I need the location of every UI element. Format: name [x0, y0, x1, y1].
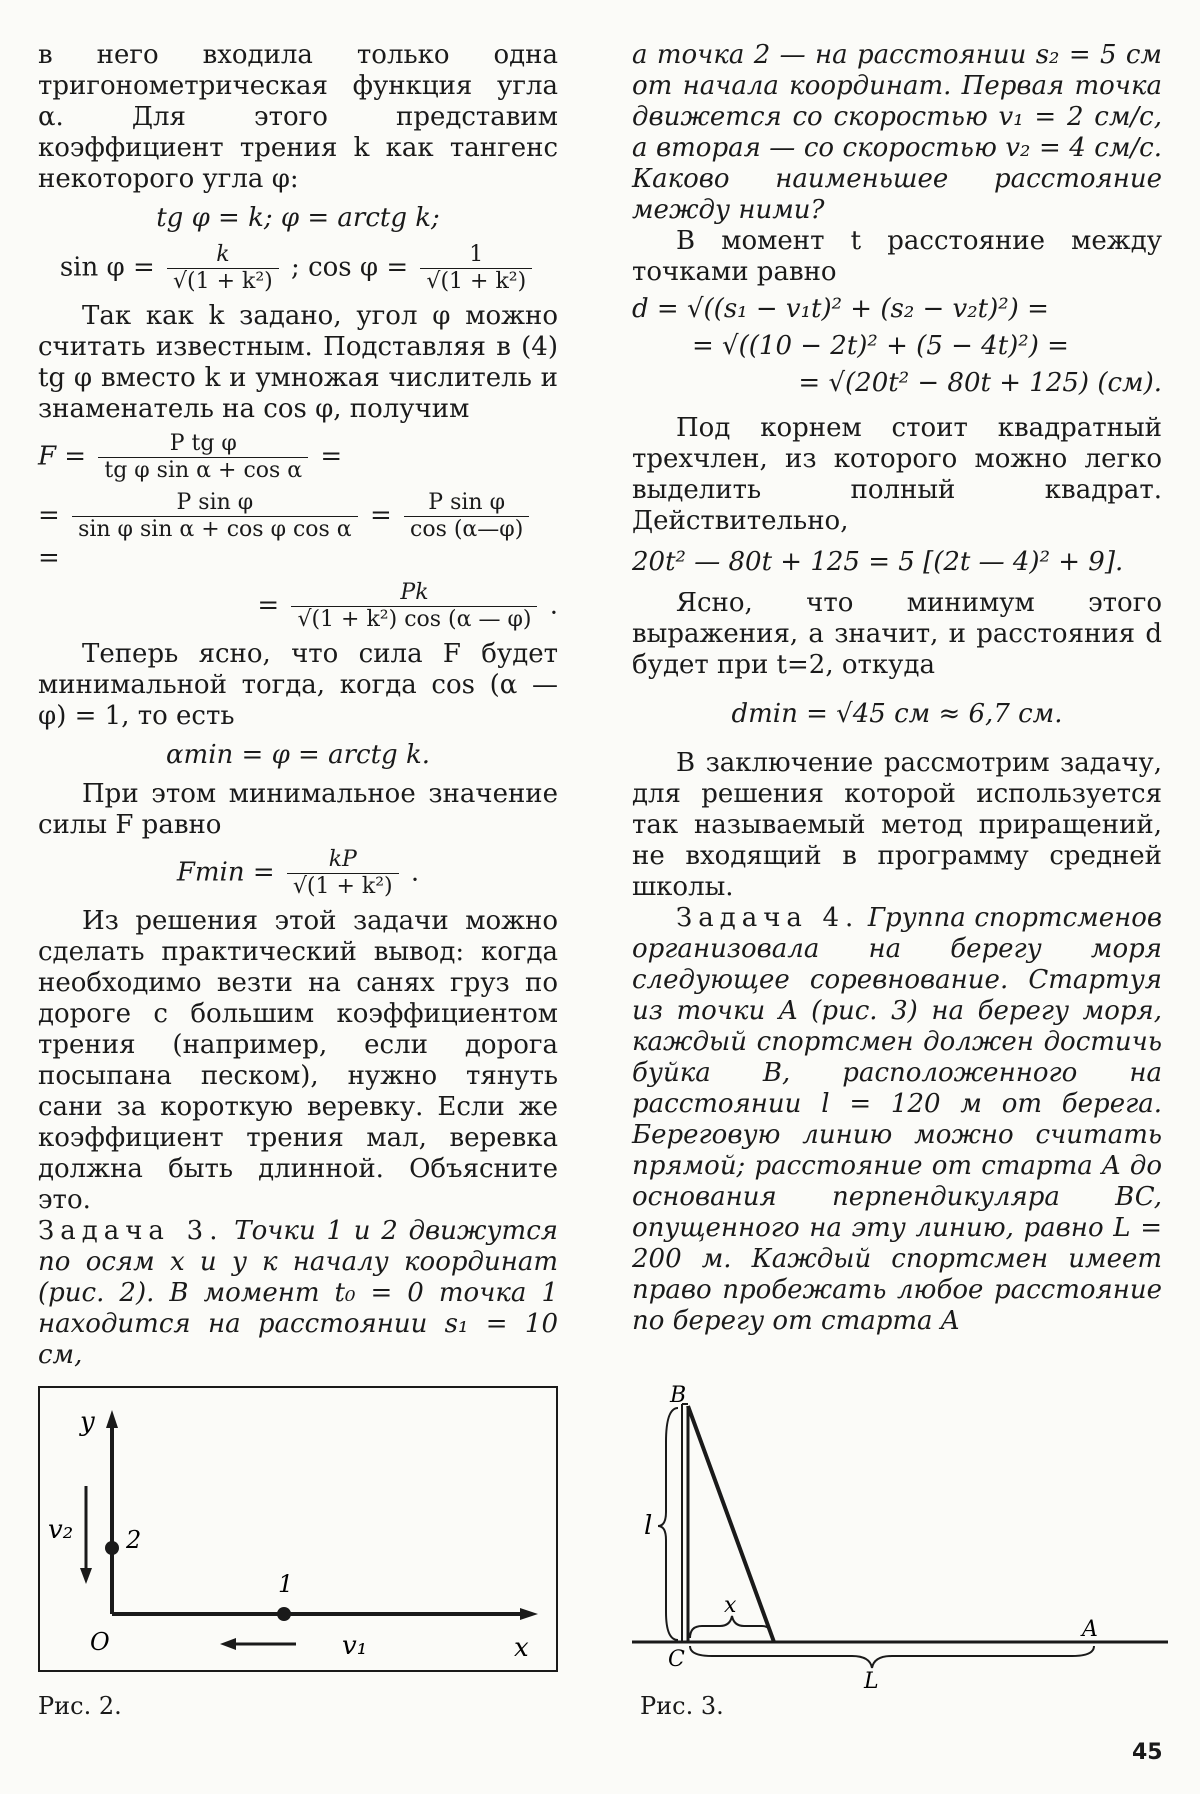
formula-F-min [38, 847, 558, 900]
v2-label: v₂ [48, 1515, 74, 1545]
A-label: A [1082, 1617, 1098, 1642]
fraction [287, 847, 399, 900]
v2-arrowhead-icon [80, 1568, 92, 1584]
denominator: sin φ sin α + cos φ cos α [78, 517, 352, 542]
task-label: Задача 3. [38, 1216, 224, 1246]
figure-frame [39, 1387, 557, 1671]
x-label: x [724, 1593, 737, 1618]
figure-3-caption: Рис. 3. [640, 1692, 724, 1720]
numerator: kP [287, 847, 399, 874]
figure-2-drawing [38, 1386, 558, 1672]
formula: = √(20t² − 80t + 125) (см). [798, 368, 1162, 398]
figure-3-drawing [632, 1382, 1172, 1692]
numerator: P sin φ [404, 490, 529, 517]
paragraph: Теперь ясно, что сила F будет минимальной тогда, когда cos (α — φ) = 1, то есть [38, 639, 558, 731]
paragraph: Из решения этой задачи можно сделать практический вывод: когда необходимо везти на санях груз по дороге с большим коэффициентом трения (например, если дорога посыпана песком), нужно тянуть сани за короткую веревку. Если же коэффициент трения мал, веревка должна быть длинной. Объясните это. [38, 906, 558, 1215]
B-label: B [670, 1383, 687, 1408]
formula-part: = [369, 500, 392, 531]
fraction [72, 490, 358, 543]
point-2-label: 2 [126, 1526, 142, 1554]
point-2 [105, 1541, 119, 1555]
task-3 [38, 1216, 558, 1371]
denominator: √(1 + k²) cos (α — φ) [297, 607, 532, 632]
v1-arrowhead-icon [220, 1638, 236, 1650]
denominator: √(1 + k²) [426, 269, 527, 294]
left-column [38, 40, 558, 1371]
task-text: Группа спортсменов организовала на берегу моря следующее соревнование. Стартуя из точки A (рис. 3) на берегу моря, каждый спортсмен должен достичь буйка B, расположенного на расстоянии l = 120 м от берега. Береговую линию можно считать прямой; расстояние от старта A до основания перпендикуляра BC, опущенного на эту линию, равно L = 200 м. Каждый спортсмен имеет право пробежать любое расстояние по берегу от старта A [632, 903, 1162, 1336]
brace-x [690, 1616, 772, 1638]
figure-2 [38, 1386, 558, 1672]
formula-part: = [320, 441, 343, 472]
x-label: x [514, 1633, 529, 1663]
formula-part: = [38, 543, 60, 573]
formula-F-2 [38, 490, 558, 574]
right-column [632, 40, 1162, 1337]
formula-d-min: dmin = √45 см ≈ 6,7 см. [731, 699, 1063, 729]
formula-F-3 [38, 580, 558, 633]
point-1 [277, 1607, 291, 1621]
numerator: 1 [420, 242, 532, 269]
formula-part: F = [38, 441, 87, 472]
denominator: √(1 + k²) [292, 874, 393, 899]
paragraph: При этом минимальное значение силы F равно [38, 779, 558, 840]
figure-3 [632, 1382, 1172, 1692]
formula-part: sin φ = [59, 252, 155, 283]
formula-part: = [257, 590, 280, 621]
formula: tg φ = k; φ = arctg k; [156, 203, 440, 233]
formula-alpha-min: αmin = φ = arctg k. [166, 740, 430, 770]
formula-part: ; cos φ = [291, 252, 409, 283]
page-number: 45 [1132, 1740, 1163, 1765]
formula: 20t² — 80t + 125 = 5 [(2t — 4)² + 9]. [632, 547, 1124, 577]
paragraph: Ясно, что минимум этого выражения, а значит, и расстояния d будет при t=2, откуда [632, 588, 1162, 680]
formula-part: . [549, 590, 558, 621]
denominator: √(1 + k²) [173, 269, 273, 294]
paragraph: а точка 2 — на расстоянии s₂ = 5 см от начала координат. Первая точка движется со скоростью v₁ = 2 см/с, а вторая — со скоростью v₂ = 4 см/с. Каково наименьшее расстояние между ними? [632, 40, 1162, 225]
formula-F [38, 431, 558, 484]
x-axis-arrow-icon [520, 1608, 538, 1620]
brace-L [690, 1646, 1094, 1668]
task-4 [632, 903, 1162, 1337]
y-label: y [80, 1407, 95, 1437]
formula-sin-cos [38, 242, 558, 295]
l-label: l [644, 1511, 653, 1541]
point-1-label: 1 [278, 1570, 294, 1598]
numerator: P sin φ [72, 490, 358, 517]
paragraph: В момент t расстояние между точками равно [632, 226, 1162, 287]
paragraph: В заключение рассмотрим задачу, для решения которой используется так называемый метод приращений, не входящий в программу средней школы. [632, 748, 1162, 902]
denominator: tg φ sin α + cos α [104, 458, 303, 483]
denominator: cos (α—φ) [410, 517, 524, 542]
fraction [404, 490, 529, 543]
paragraph: Так как k задано, угол φ можно считать известным. Подставляя в (4) tg φ вместо k и умножая числитель и знаменатель на cos φ, получим [38, 301, 558, 424]
y-axis-arrow-icon [106, 1410, 118, 1428]
C-label: C [668, 1647, 685, 1672]
fraction [167, 242, 279, 295]
figure-2-caption: Рис. 2. [38, 1692, 122, 1720]
fraction [98, 431, 308, 484]
paragraph: Под корнем стоит квадратный трехчлен, из которого можно легко выделить полный квадрат. Действительно, [632, 413, 1162, 536]
task-text: Точки 1 и 2 движутся по осям x и y к началу координат (рис. 2). В момент t₀ = 0 точка 1 находится на расстоянии s₁ = 10 см, [38, 1216, 558, 1370]
fraction [420, 242, 532, 295]
formula: = √((10 − 2t)² + (5 − 4t)²) = [692, 331, 1069, 361]
task-label: Задача 4. [676, 903, 860, 933]
formula-part: = [38, 500, 60, 531]
numerator: P tg φ [98, 431, 308, 458]
v1-label: v₁ [342, 1631, 368, 1661]
numerator: Pk [291, 580, 537, 607]
fraction [291, 580, 537, 633]
numerator: k [167, 242, 279, 269]
formula-part: Fmin = [176, 857, 275, 888]
paragraph: в него входила только одна тригонометрическая функция угла α. Для этого представим коэффициент трения k как тангенс некоторого угла φ: [38, 40, 558, 194]
L-label: L [864, 1669, 879, 1692]
brace-l [658, 1408, 678, 1640]
formula-part: . [410, 857, 420, 888]
origin-label: O [90, 1628, 110, 1656]
formula: d = √((s₁ − v₁t)² + (s₂ − v₂t)²) = [632, 294, 1049, 324]
